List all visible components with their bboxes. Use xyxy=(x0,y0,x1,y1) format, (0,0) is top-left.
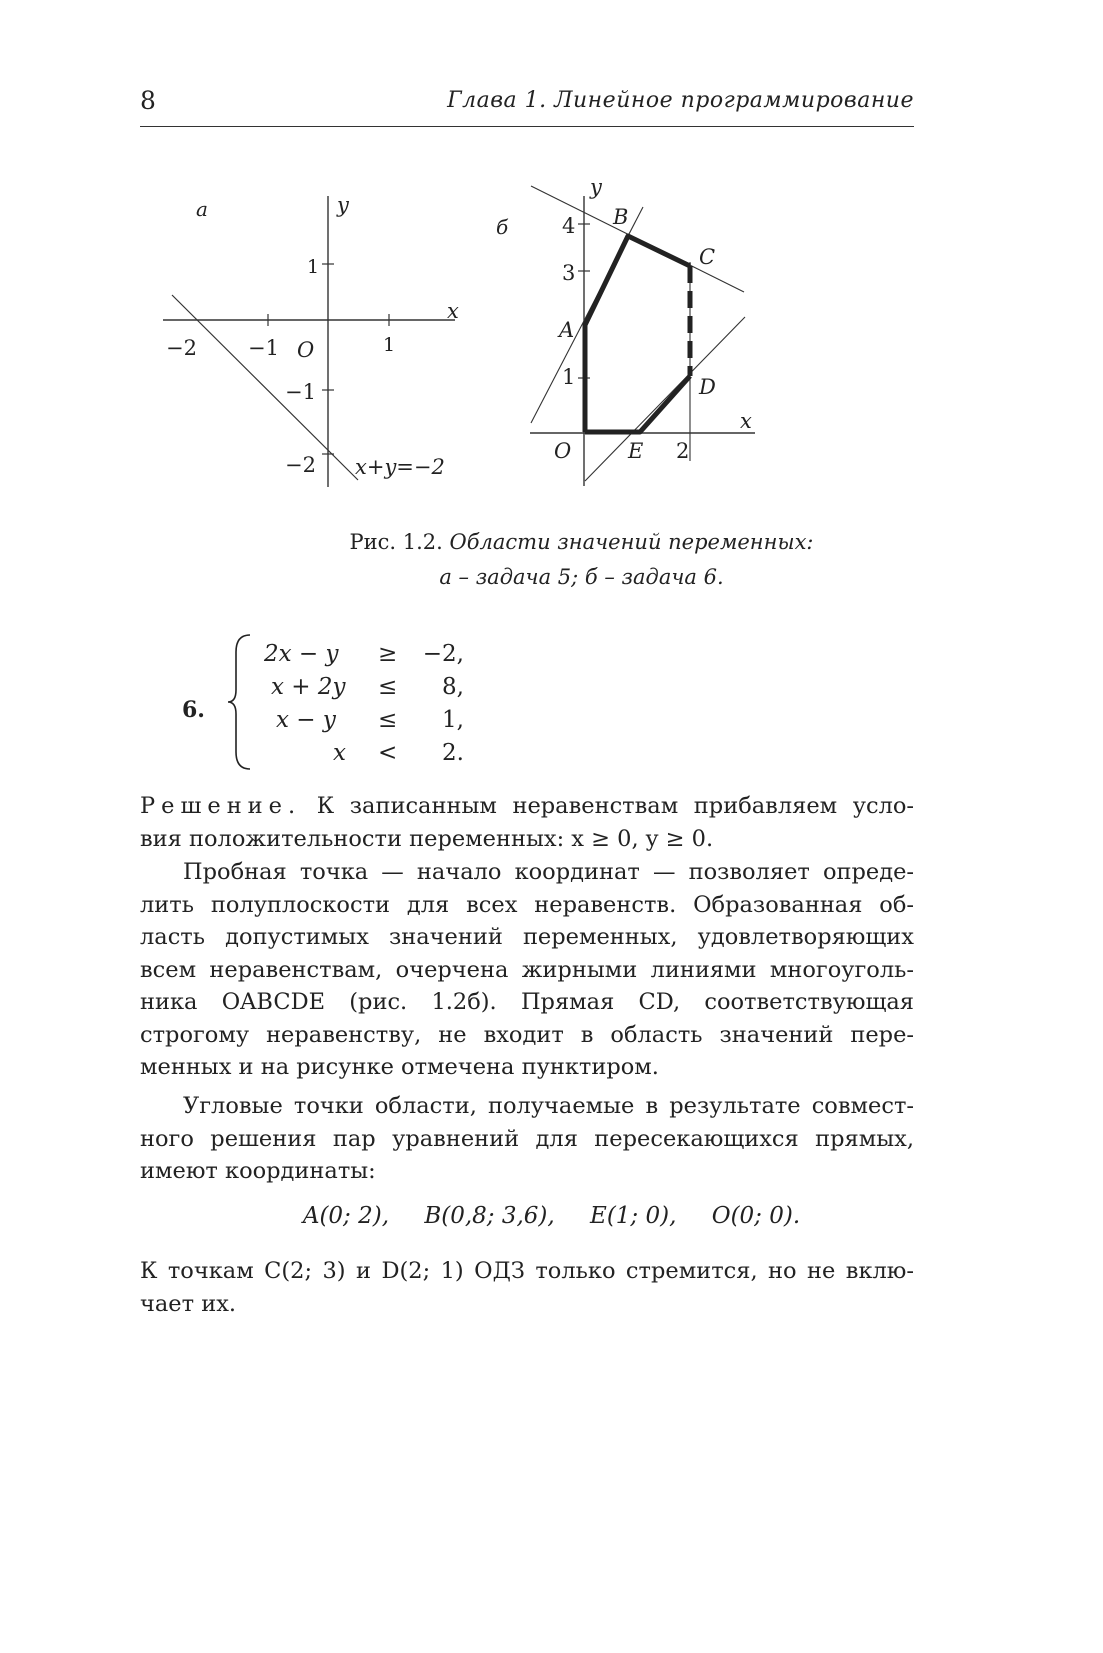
system-row-1-rhs: −2, xyxy=(422,641,464,667)
paragraph-3 xyxy=(140,1090,914,1188)
figure-b-point-d: D xyxy=(699,375,716,399)
caption-prefix: Рис. 1.2. xyxy=(349,530,443,554)
paragraph-4 xyxy=(140,1255,914,1320)
system-brace xyxy=(226,632,256,772)
paragraph-2-line: менных и на рисунке отмечена пунктиром. xyxy=(140,1054,659,1080)
figure-b xyxy=(496,175,755,486)
corner-point: A(0; 2), xyxy=(302,1203,390,1229)
figure-b-point-e: E xyxy=(628,439,644,463)
corner-point: B(0,8; 3,6), xyxy=(424,1203,555,1229)
corner-point: E(1; 0), xyxy=(590,1203,677,1229)
figure-a-origin-label: O xyxy=(297,338,315,362)
system-row-1-op: ≥ xyxy=(378,641,398,667)
figure-b-point-a: A xyxy=(559,318,575,342)
paragraph-2-line: ласть допустимых значений переменных, удовлетворяющих xyxy=(140,924,914,950)
figure-b-polygon-boundary xyxy=(585,376,690,432)
paragraph-4-line: чает их. xyxy=(140,1290,237,1317)
figure-a-line-label: x+y=−2 xyxy=(355,455,445,479)
figure-a-tick-label: −1 xyxy=(248,336,279,360)
system-row-2-lhs: x + 2y xyxy=(271,674,346,700)
paragraph-3-line: ного решения пар уравнений для пересекающихся прямых, xyxy=(140,1125,914,1152)
figure-a-x-label: x xyxy=(447,299,459,323)
figure-1-2 xyxy=(0,0,1103,520)
system-row-3-op: ≤ xyxy=(378,707,398,733)
figure-a-y-label: y xyxy=(337,193,349,217)
corner-points xyxy=(0,1203,1103,1229)
figure-b-point-c: C xyxy=(699,245,716,269)
figure-b-y-label: y xyxy=(590,175,602,199)
figure-a-label: а xyxy=(196,197,208,221)
system-row-4-lhs: x xyxy=(333,740,346,766)
figure-a xyxy=(163,193,459,487)
paragraph-2-line: ника OABCDE (рис. 1.2б). Прямая CD, соответствующая xyxy=(140,989,914,1015)
corner-point: O(0; 0). xyxy=(711,1203,801,1229)
system-row-2-op: ≤ xyxy=(378,674,398,700)
system-row-3-rhs: 1, xyxy=(442,707,464,733)
figure-b-polygon-boundary xyxy=(585,236,690,432)
figure-b-point-b: B xyxy=(613,205,629,229)
solution-text-1: К записанным неравенствам прибавляем усло- xyxy=(316,793,915,819)
solution-word: Решение. xyxy=(140,793,302,819)
solution-paragraph xyxy=(140,790,914,855)
figure-b-tick-label: 3 xyxy=(562,261,576,285)
solution-line-1 xyxy=(140,790,914,823)
figure-b-tick-label: 4 xyxy=(562,214,576,238)
caption-title: Области значений переменных: xyxy=(449,530,814,554)
paragraph-2-line: Пробная точка — начало координат — позволяет опреде- xyxy=(183,859,914,885)
figure-a-tick-label: 1 xyxy=(307,256,320,278)
figure-a-tick-label: −2 xyxy=(285,453,316,477)
paragraph-2-line: лить полуплоскости для всех неравенств. Образованная об- xyxy=(140,891,914,918)
system-row-1-lhs: 2x − y xyxy=(264,641,339,667)
paragraph-3-line: имеют координаты: xyxy=(140,1158,376,1184)
running-title: Глава 1. Линейное программирование xyxy=(447,88,914,113)
figure-a-boundary-line xyxy=(172,295,358,480)
paragraph-2-line: строгому неравенству, не входит в область значений пере- xyxy=(140,1021,914,1048)
system-row-2-rhs: 8, xyxy=(442,674,464,700)
figure-b-tick-label: 1 xyxy=(562,365,576,389)
figure-b-tick-label: 2 xyxy=(676,439,690,463)
figure-a-tick-label: 1 xyxy=(383,334,396,356)
figure-a-tick-label: −1 xyxy=(285,380,316,404)
caption-line-2: а – задача 5; б – задача 6. xyxy=(439,565,724,589)
paragraph-4-line: К точкам C(2; 3) и D(2; 1) ОДЗ только стремится, но не вклю- xyxy=(140,1258,914,1284)
figure-b-origin-label: O xyxy=(554,439,572,463)
paragraph-2-line: всем неравенствам, очерчена жирными линиями многоуголь- xyxy=(140,956,914,983)
figure-caption xyxy=(30,530,1103,554)
figure-a-tick-label: −2 xyxy=(166,336,197,360)
solution-line-2: вия положительности переменных: x ≥ 0, y ≥ 0. xyxy=(140,825,714,852)
paragraph-2 xyxy=(140,856,914,1084)
page-number: 8 xyxy=(140,86,156,115)
system-row-4-rhs: 2. xyxy=(442,740,464,766)
figure-b-line-x-minus-y xyxy=(585,317,745,481)
problem-number: 6. xyxy=(182,697,205,723)
system-row-3-lhs: x − y xyxy=(276,707,336,733)
system-row-4-op: < xyxy=(378,740,398,766)
figure-b-label: б xyxy=(496,215,509,239)
figure-b-x-label: x xyxy=(740,409,752,433)
paragraph-3-line: Угловые точки области, получаемые в результате совмест- xyxy=(183,1093,914,1119)
